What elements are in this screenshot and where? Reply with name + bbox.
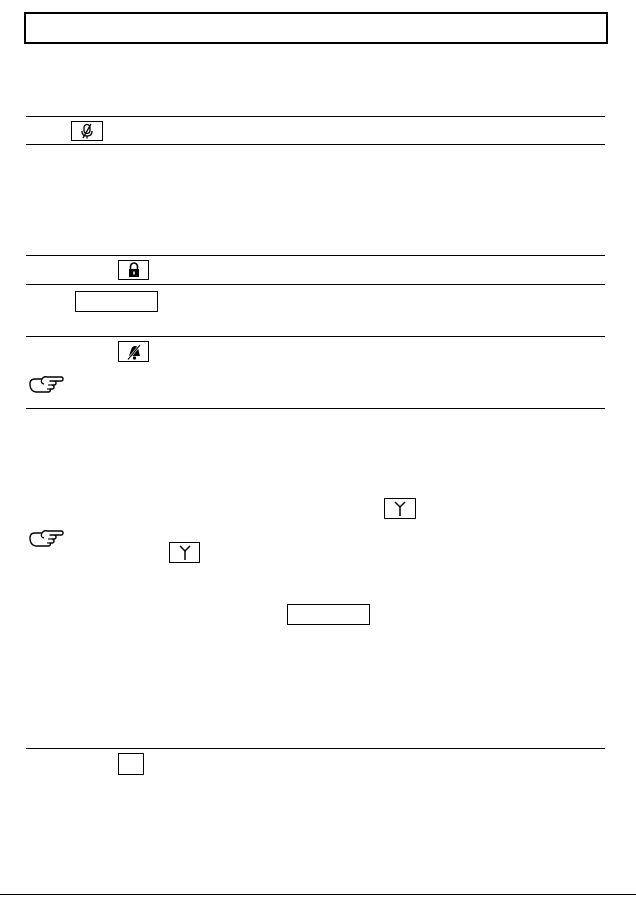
- antenna-signal-icon: [169, 542, 200, 563]
- blank-key-box: [118, 753, 144, 775]
- key-box: [75, 291, 158, 312]
- divider: [26, 336, 605, 337]
- divider: [26, 144, 605, 145]
- pointing-hand-icon: [28, 375, 64, 398]
- key-box: [287, 604, 370, 625]
- divider: [26, 255, 605, 256]
- divider: [26, 748, 605, 749]
- microphone-muted-icon: [71, 121, 103, 141]
- bottom-rule: [0, 894, 636, 895]
- antenna-signal-icon: [384, 498, 416, 519]
- pointing-hand-icon: [28, 529, 64, 552]
- divider: [26, 408, 605, 409]
- bell-off-icon: [118, 341, 149, 362]
- padlock-icon: [118, 260, 149, 280]
- divider: [26, 284, 605, 285]
- header-box: [24, 12, 608, 44]
- divider: [26, 116, 605, 117]
